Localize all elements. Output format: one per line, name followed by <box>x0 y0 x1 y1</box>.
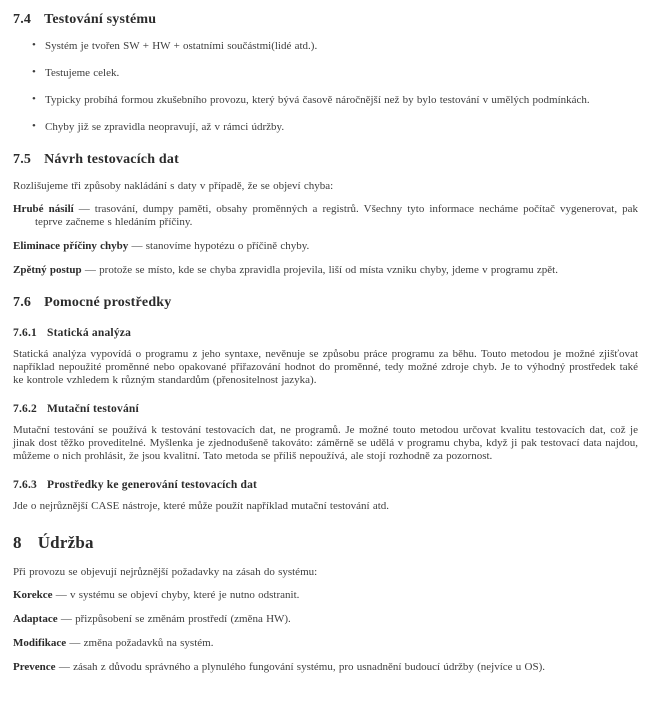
list-item <box>32 66 638 80</box>
list-item <box>32 39 638 53</box>
heading-7-6-3-number: 7.6.3 <box>13 479 37 491</box>
heading-7-4-number: 7.4 <box>13 12 32 27</box>
list-item <box>32 120 638 134</box>
bullet-icon: • <box>32 93 36 105</box>
list-item-text: Typicky probíhá formou zkušebního provozu, který bývá časově náročnější než by bylo testování v umělých podmínkách. <box>45 94 590 106</box>
heading-7-5-number: 7.5 <box>13 152 32 167</box>
list-item <box>32 93 638 107</box>
heading-7-4-title: Testování systému <box>44 12 157 27</box>
definition-zpetny-postup <box>13 264 638 277</box>
definition-text: — stanovíme hypotézu o příčině chyby. <box>131 240 310 252</box>
definition-term: Eliminace příčiny chyby <box>13 240 129 252</box>
heading-7-6 <box>13 295 638 311</box>
definition-text: — trasování, dumpy paměti, obsahy proměnných a registrů. Všechny tyto informace necháme počítač vygenerovat, pak teprve začneme s hledáním příčiny. <box>35 203 639 228</box>
definition-adaptace <box>13 613 638 626</box>
definition-term: Korekce <box>13 589 53 601</box>
definition-text: — přizpůsobení se změnám prostředí (změna HW). <box>60 613 291 625</box>
heading-7-5 <box>13 152 638 168</box>
heading-7-6-1-number: 7.6.1 <box>13 327 37 339</box>
heading-7-6-3-title: Prostředky ke generování testovacích dat <box>47 479 258 491</box>
paragraph-7-5-intro: Rozlišujeme tři způsoby nakládání s daty v případě, že se objeví chyba: <box>13 180 334 192</box>
definition-korekce <box>13 589 638 602</box>
heading-7-4 <box>13 12 638 28</box>
bullet-icon: • <box>32 120 36 132</box>
definition-text: — zásah z důvodu správného a plynulého fungování systému, pro usnadnění budoucí údržby (nejvíce u OS). <box>58 661 546 673</box>
heading-7-6-2-number: 7.6.2 <box>13 403 37 415</box>
heading-7-6-1 <box>13 327 638 339</box>
heading-7-6-1-title: Statická analýza <box>47 327 132 339</box>
paragraph-case-nastroje: Jde o nejrůznější CASE nástroje, které může použít například mutační testování atd. <box>13 500 390 512</box>
heading-8-title: Údržba <box>37 533 94 552</box>
definition-hrube-nasili <box>13 203 638 229</box>
paragraph-staticka-analyza: Statická analýza vypovídá o programu z jeho syntaxe, nevěnuje se způsobu práce programu za běhu. Touto metodou je možné zjišťovat například nepoužité proměnné nebo opakované přiřazování hodnot do proměnné, tedy možné zdroje chyb. Je to výhodný prostředek také ke kontrole vzhledem k různým standardům (přenositelnost jazyka). <box>13 348 638 386</box>
definition-eliminace-priciny <box>13 240 638 253</box>
definition-term: Modifikace <box>13 637 67 649</box>
definition-term: Adaptace <box>13 613 58 625</box>
paragraph-8-intro: Při provozu se objevují nejrůznější požadavky na zásah do systému: <box>13 566 318 578</box>
definition-text: — protože se místo, kde se chyba zpravidla projevila, liší od místa vzniku chyby, jdeme v programu zpět. <box>84 264 558 276</box>
list-item-text: Chyby již se zpravidla neopravují, až v rámci údržby. <box>45 121 285 133</box>
heading-8-number: 8 <box>13 533 22 552</box>
heading-7-6-title: Pomocné prostředky <box>44 295 172 310</box>
definition-prevence <box>13 661 638 674</box>
heading-7-5-title: Návrh testovacích dat <box>44 152 179 167</box>
definition-term: Hrubé násilí <box>13 203 74 215</box>
heading-7-6-number: 7.6 <box>13 295 32 310</box>
bullet-icon: • <box>32 66 36 78</box>
paragraph-mutacni-testovani: Mutační testování se používá k testování testovacích dat, ne programů. Je možné touto metodou určovat kvalitu testovacích dat, což je jinak dost těžko proveditelné. Myšlenka je zjednodušeně takováto: záměrně se udělá v programu chyba, když ji pak testovací data najdou, můžeme o nich prohlásit, že jsou kvalitní. Tato metoda se příliš nepoužívá, ale stojí rozhodně za pozornost. <box>13 424 638 462</box>
heading-7-6-2 <box>13 403 638 415</box>
heading-7-6-3 <box>13 479 638 491</box>
heading-7-6-2-title: Mutační testování <box>47 403 139 415</box>
bullet-list-7-4 <box>13 40 638 134</box>
list-item-text: Testujeme celek. <box>45 67 120 79</box>
definition-modifikace <box>13 637 638 650</box>
definition-term: Prevence <box>13 661 56 673</box>
definition-text: — změna požadavků na systém. <box>69 637 214 649</box>
definition-term: Zpětný postup <box>13 264 82 276</box>
list-item-text: Systém je tvořen SW + HW + ostatními součástmi(lidé atd.). <box>45 40 318 52</box>
bullet-icon: • <box>32 39 36 51</box>
heading-8 <box>13 533 638 553</box>
definition-text: — v systému se objeví chyby, které je nutno odstranit. <box>55 589 300 601</box>
